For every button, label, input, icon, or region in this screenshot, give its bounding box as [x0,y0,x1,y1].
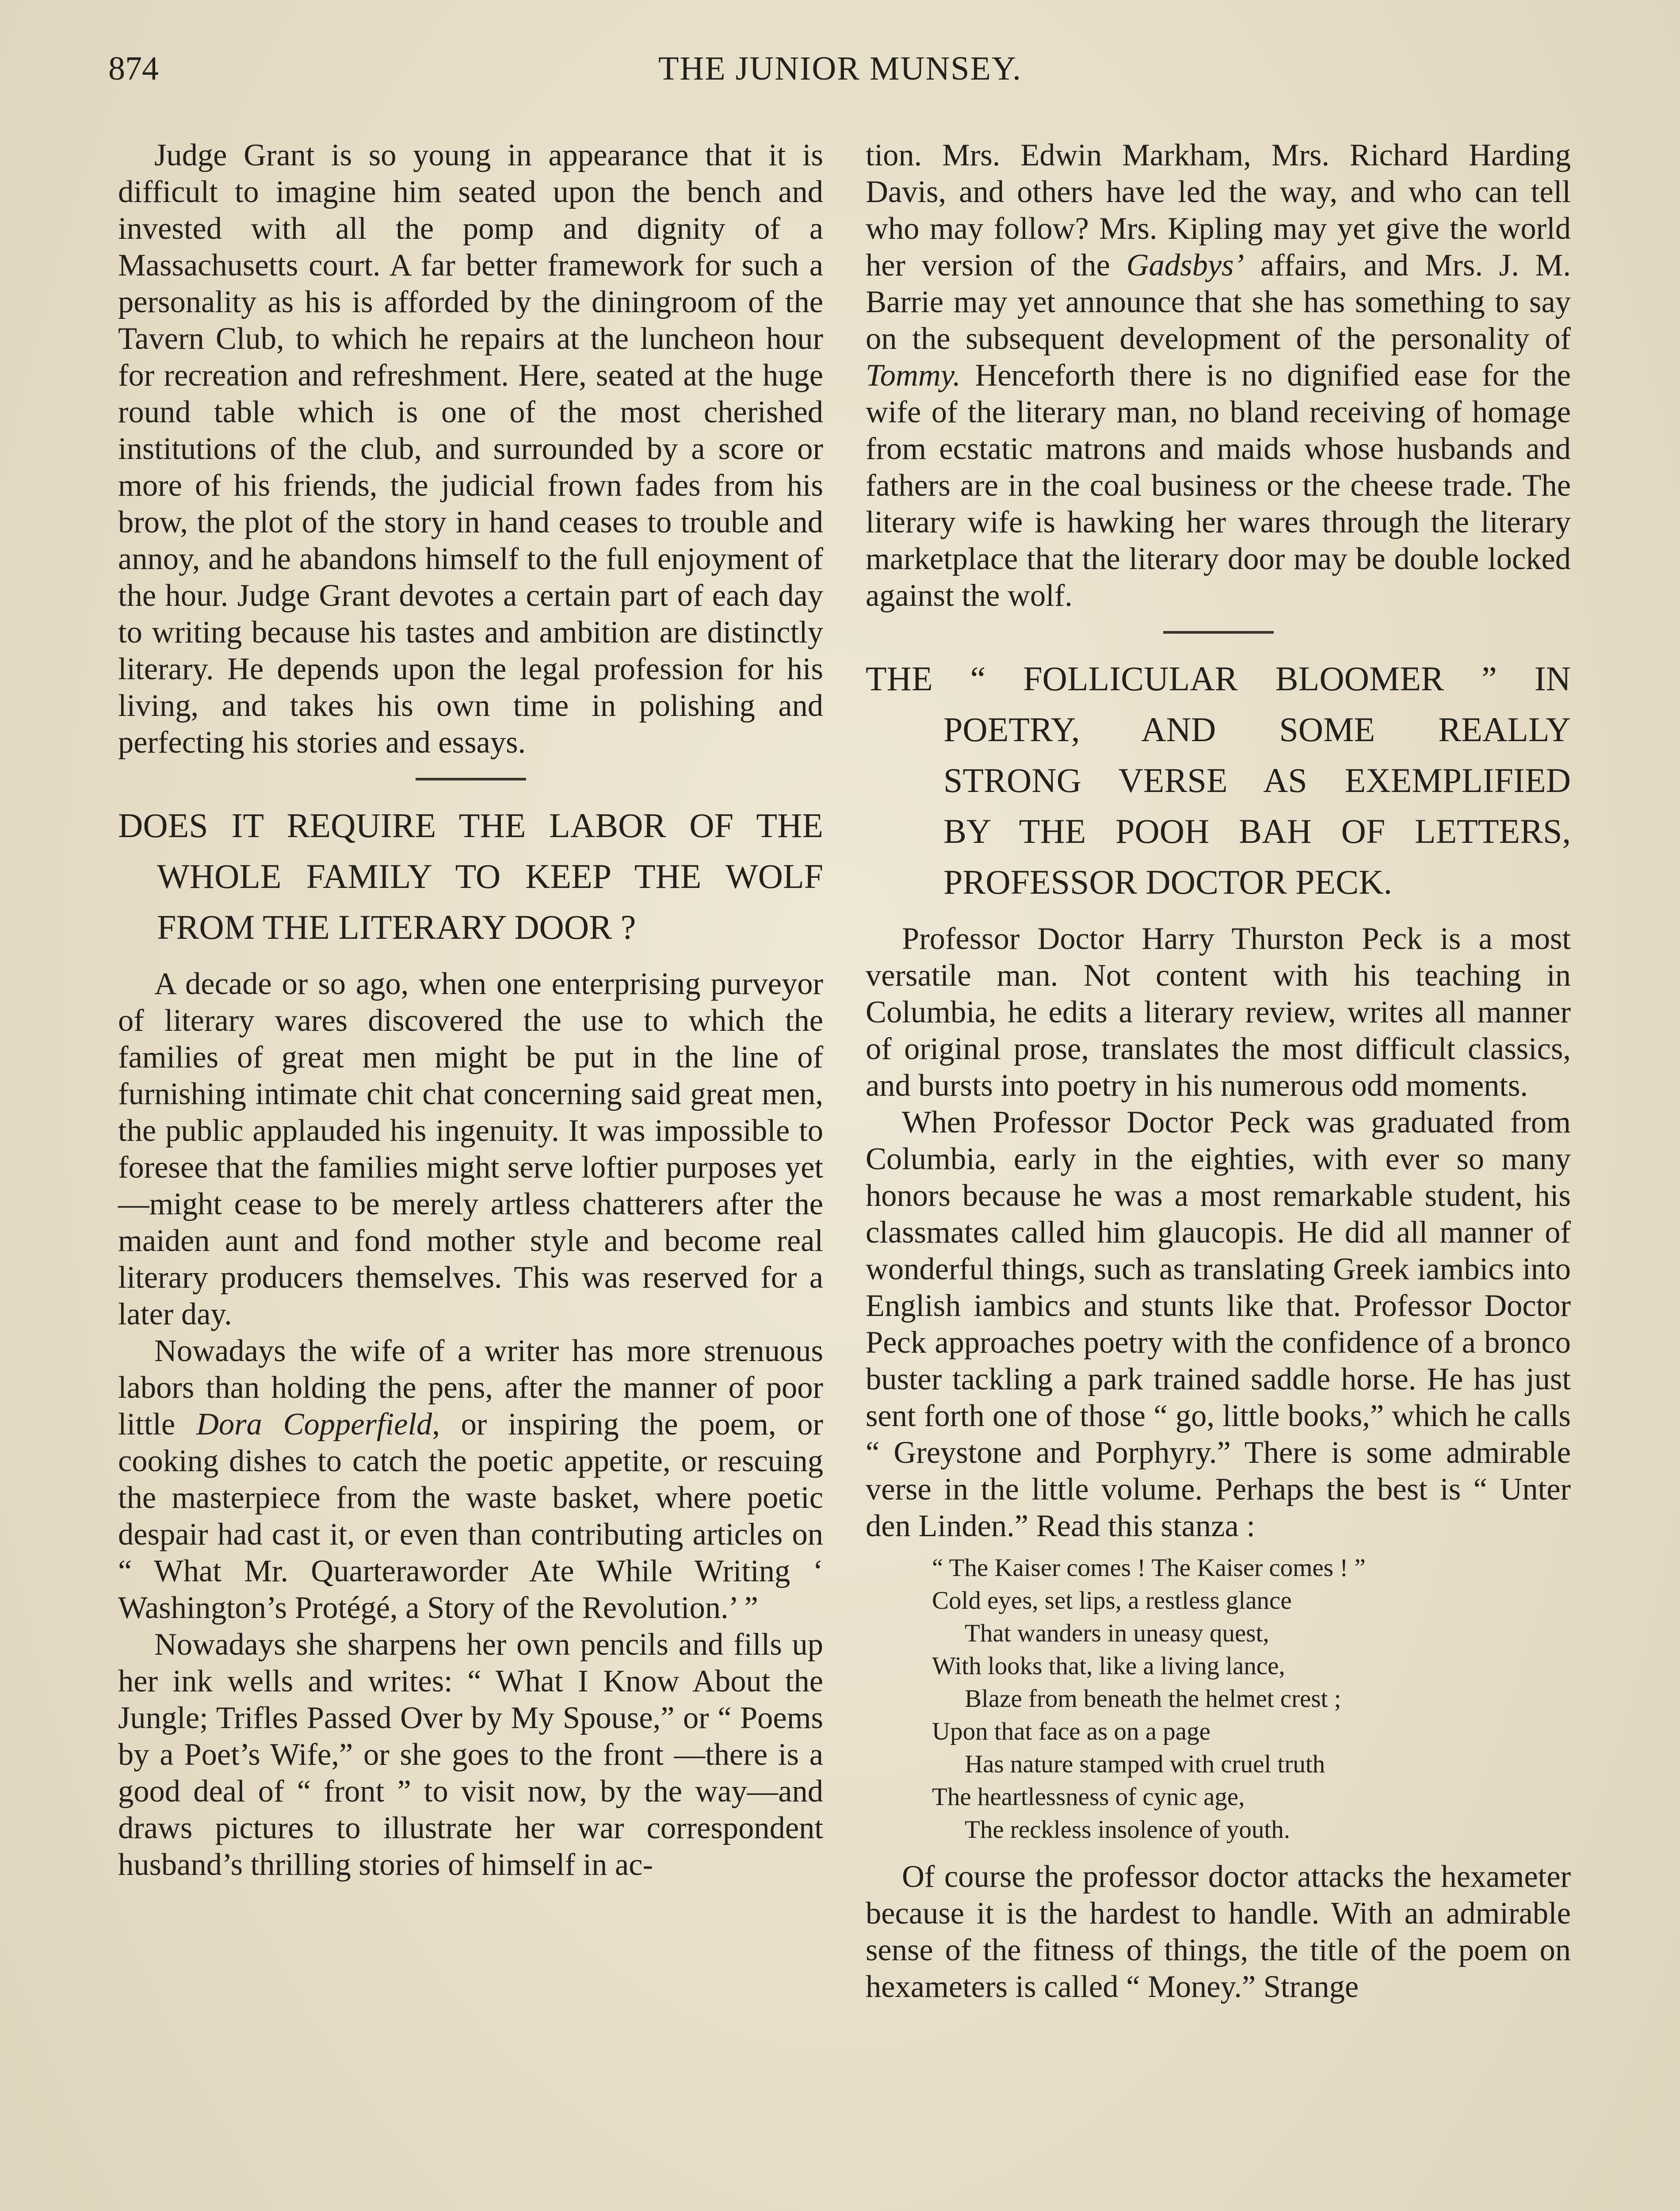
italic-title: Tommy. [866,358,961,393]
heading-line: PROFESSOR DOCTOR PECK. [943,863,1393,901]
poem-line: “ The Kaiser comes ! The Kaiser comes ! ” [932,1554,1366,1582]
section-heading-literary-wolf: DOES IT REQUIRE THE LABOR OF THE WHOLE FAMILY TO KEEP THE WOLF FROM THE LITERARY DOOR ? [118,806,823,946]
poem-line: The heartlessness of cynic age, [932,1783,1245,1811]
poem-line: That wanders in uneasy quest, [965,1619,1269,1647]
paragraph-hexameter: Of course the professor doctor attacks the hexameter because it is the hardest to handle. With an admirable sense of the fitness of things, the title of the poem on hexameters is called “ Money.” Strange [866,1859,1571,2004]
heading-line: POETRY, AND SOME REALLY [943,710,1571,749]
poem-line: Has nature stamped with cruel truth [965,1750,1325,1778]
paragraph-continuation: tion. Mrs. Edwin Markham, Mrs. Richard Harding Davis, and others have led the way, and who can tell who may follow? Mrs. Kipling may yet give the world her version of the Gadsbys’ affairs, and Mrs. J. M. Barrie may yet announce that she has something to say on the subsequent development of the personality of Tommy. Henceforth there is no dignified ease for the wife of the literary man, no bland receiving of homage from ecstatic matrons and maids whose husbands and fathers are in the coal business or the cheese trade. The literary wife is hawking her wares through the literary marketplace that the literary door may be double locked against the wolf. [866,138,1571,613]
poem-line: With looks that, like a living lance, [932,1652,1285,1680]
poem-line: Blaze from beneath the helmet crest ; [965,1685,1341,1713]
paragraph-judge-grant: Judge Grant is so young in appearance that it is difficult to imagine him seated upon the bench and invested with all the pomp and dignity of a Massachusetts court. A far better framework for such a personality as his is afforded by the diningroom of the Tavern Club, to which he repairs at the luncheon hour for recreation and refreshment. Here, seated at the huge round table which is one of the most cherished institutions of the club, and surrounded by a score or more of his friends, the judicial frown fades from his brow, the plot of the story in hand ceases to trouble and annoy, and he abandons himself to the full enjoyment of the hour. Judge Grant devotes a certain part of each day to writing because his tastes and ambition are distinctly literary. He depends upon the legal profession for his living, and takes his own time in polishing and perfecting his stories and essays. [118,138,823,760]
poem-line: Upon that face as on a page [932,1718,1210,1745]
italic-title: Dora Copperfield [196,1407,432,1442]
section-divider [416,778,526,780]
running-head: THE JUNIOR MUNSEY. [658,50,1022,87]
paragraph-peck-graduated: When Professor Doctor Peck was graduated from Columbia, early in the eighties, with ever so many honors because he was a most remarkable student, his classmates called him glaucopis. He did all manner of wonderful things, such as translating Greek iambics into English iambics and stunts like that. Professor Doctor Peck approaches poetry with the confidence of a bronco buster tackling a park trained saddle horse. He has just sent forth one of those “ go, little books,” which he calls “ Greystone and Porphyry.” There is some admirable verse in the little volume. Perhaps the best is “ Unter den Linden.” Read this stanza : [866,1105,1571,1543]
poem-line: Cold eyes, set lips, a restless glance [932,1587,1292,1614]
paragraph-nowadays-pencils: Nowadays she sharpens her own pencils and fills up her ink wells and writes: “ What I Know About the Jungle; Trifles Passed Over by My Spouse,” or “ Poems by a Poet’s Wife,” or she goes to the front —there is a good deal of “ front ” to visit now, by the way—and draws pictures to illustrate her war correspondent husband’s thrilling stories of himself in ac- [118,1627,823,1882]
poem-line: The reckless insolence of youth. [965,1816,1291,1844]
heading-line: BY THE POOH BAH OF LETTERS, [943,812,1571,850]
italic-title: Gadsbys’ [1126,248,1245,283]
paragraph-peck-versatile: Professor Doctor Harry Thurston Peck is a most versatile man. Not content with his teaching in Columbia, he edits a literary review, writes all manner of original prose, translates the most difficult classics, and bursts into poetry in his numerous odd moments. [866,922,1571,1103]
paragraph-decade-ago: A decade or so ago, when one enterprising purveyor of literary wares discovered the use to which the families of great men might be put in the line of furnishing intimate chit chat concerning said great men, the public applauded his ingenuity. It was impossible to foresee that the families might serve loftier purposes yet—might cease to be merely artless chatterers after the maiden aunt and fond mother style and become real literary producers themselves. This was reserved for a later day. [118,967,823,1331]
section-divider [1163,631,1274,634]
heading-line: THE “ FOLLICULAR BLOOMER ” IN [866,659,1571,698]
left-column [118,137,823,1883]
right-column [866,137,1571,2005]
heading-line: STRONG VERSE AS EXEMPLIFIED [943,761,1571,799]
poem-stanza [932,1552,1571,1846]
paragraph-nowadays-wife: Nowadays the wife of a writer has more strenuous labors than holding the pens, after the manner of poor little Dora Copperfield, or inspiring the poem, or cooking dishes to catch the poetic appetite, or rescuing the masterpiece from the waste basket, where poetic despair had cast it, or even than contributing articles on “ What Mr. Quarteraworder Ate While Writing ‘ Washington’s Protégé, a Story of the Revolution.’ ” [118,1334,823,1625]
page-number: 874 [108,50,159,87]
section-heading-follicular-bloomer [866,653,1571,907]
